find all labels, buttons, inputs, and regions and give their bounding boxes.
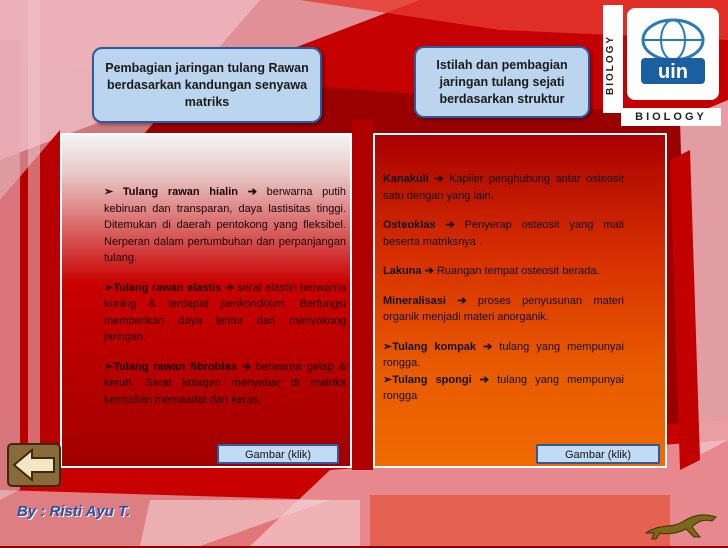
list-item: [104, 359, 346, 409]
gambar-button-left[interactable]: Gambar (klik): [217, 444, 339, 464]
right-arrow-icon: ➔: [445, 219, 455, 231]
uin-biology-logo: [603, 5, 721, 127]
description: serat elastin berwarna kuning & terdapat: [104, 281, 347, 310]
right-arrow-icon: ➔: [483, 340, 493, 353]
term: Tulang rawan elastis: [113, 281, 222, 294]
description-continued: . Berfungsi memberikan daya lentur dan menyokong jaringan.: [104, 298, 346, 343]
right-arrow-icon: ➔: [247, 186, 257, 198]
list-item: [383, 293, 624, 326]
callout-bone-terms: [414, 46, 590, 118]
description: Ruangan tempat osteosit berada.: [433, 265, 600, 277]
term: Lakuna: [383, 265, 422, 277]
logo-bottom-text: BIOLOGY: [621, 108, 721, 126]
checkmark-arrow-icon: ➢: [104, 186, 114, 198]
term: Tulang kompak: [392, 340, 477, 353]
list-item: [383, 171, 624, 204]
right-arrow-icon: ➔: [424, 265, 434, 277]
uin-globe-icon: [627, 8, 719, 100]
back-button[interactable]: [6, 440, 66, 490]
callout-cartilage-classification: [92, 47, 322, 123]
callout-left-text: Pembagian jaringan tulang Rawan berdasarkan kandungan senyawa matriks: [105, 60, 309, 109]
right-arrow-icon: ➔: [224, 281, 234, 294]
term: Osteoklas: [383, 219, 436, 231]
description: berwarna putih kebiruan dan transparan, daya lastisitas tinggi. Ditemukan di daerah pentokong yang fleksibel. Nerperan dalam pertumbuhan dan perpanjangan tulang.: [104, 186, 346, 264]
description: Kapiler penghubung antar osteosit satu dengan yang lain.: [383, 173, 625, 202]
checkmark-arrow-icon: ➢: [383, 373, 393, 386]
back-arrow-icon: [6, 440, 66, 490]
checkmark-arrow-icon: ➢: [104, 360, 114, 373]
bone-terms-list: [383, 171, 624, 405]
italic-term: perikondrium: [220, 298, 285, 310]
checkmark-arrow-icon: ➢: [383, 340, 393, 353]
cartilage-list: [104, 184, 346, 421]
description: proses penyusunan materi organik menjadi materi anorganik.: [383, 294, 625, 323]
term: Tulang rawan hialin: [122, 186, 239, 198]
uin-emblem: [627, 8, 719, 100]
description: Penyerap osteosit yang mati beserta matriksnya .: [383, 219, 625, 248]
list-item: [383, 263, 624, 280]
right-arrow-icon: ➔: [434, 173, 444, 185]
right-arrow-icon: ➔: [457, 294, 467, 307]
description: tulang yang mempunyai rongga: [383, 373, 624, 402]
lizard-icon: [642, 503, 722, 543]
description: tulang yang mempunyai rongga.: [383, 340, 624, 369]
term: Tulang rawan fibroblas: [113, 360, 237, 373]
list-item: [383, 217, 624, 250]
checkmark-arrow-icon: ➢: [104, 281, 114, 294]
author-credit: By : Risti Ayu T.: [17, 503, 131, 520]
logo-side-text: BIOLOGY: [605, 34, 616, 95]
callout-right-text: Istilah dan pembagian jaringan tulang sejati berdasarkan struktur: [436, 57, 568, 106]
term: Kanakuli: [383, 173, 429, 185]
list-item: [383, 372, 624, 405]
uin-text: uin: [658, 61, 688, 83]
list-item: [104, 280, 346, 346]
gambar-button-right[interactable]: Gambar (klik): [536, 444, 660, 464]
right-arrow-icon: ➔: [479, 373, 489, 386]
list-item: [383, 339, 624, 372]
right-arrow-icon: ➔: [241, 360, 251, 373]
term: Tulang spongi: [392, 373, 472, 386]
list-item: [104, 184, 346, 267]
logo-side-tab: [603, 5, 623, 113]
term: Mineralisasi: [383, 294, 446, 307]
description: berwarna gelap & keruh. Serat kolagen menyebar di matriks kemudian memaadat dan keras.: [104, 360, 346, 406]
